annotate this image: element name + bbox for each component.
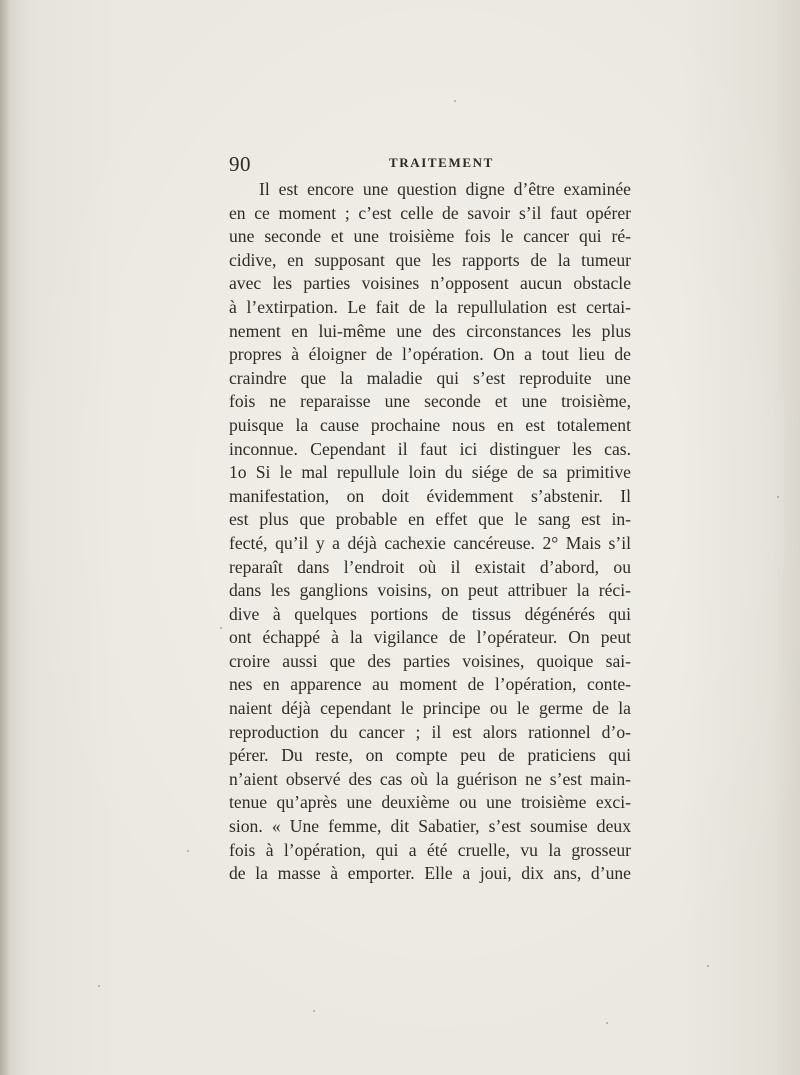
text-line: est plus que probable en effet que le sang est in- bbox=[229, 509, 631, 530]
text-line: manifestation, on doit évidemment s’abstenir. Il bbox=[229, 485, 631, 506]
text-line: puisque la cause prochaine nous en est totalement bbox=[229, 414, 631, 435]
paper-speck bbox=[313, 1010, 315, 1012]
text-line: de la masse à emporter. Elle a joui, dix ans, d’une bbox=[229, 863, 631, 884]
paper-speck bbox=[707, 965, 709, 967]
text-line: sion. « Une femme, dit Sabatier, s’est soumise deux bbox=[229, 816, 631, 837]
paper-speck bbox=[220, 627, 222, 629]
text-line: craindre que la maladie qui s’est reproduite une bbox=[229, 367, 631, 388]
running-title: TRAITEMENT bbox=[389, 155, 494, 170]
text-line: nes en apparence au moment de l’opération, conte- bbox=[229, 674, 631, 695]
text-line: une seconde et une troisième fois le cancer qui ré- bbox=[229, 226, 631, 247]
text-line: avec les parties voisines n’opposent aucun obstacle bbox=[229, 273, 631, 294]
paper-speck bbox=[231, 330, 233, 332]
text-line: pérer. Du reste, on compte peu de praticiens qui bbox=[229, 745, 631, 766]
text-line: tenue qu’après une deuxième ou une troisième exci- bbox=[229, 792, 631, 813]
text-line: nement en lui-même une des circonstances les plus bbox=[229, 320, 631, 341]
text-line: fois ne reparaisse une seconde et une troisième, bbox=[229, 391, 631, 412]
text-line: reproduction du cancer ; il est alors rationnel d’o- bbox=[229, 721, 631, 742]
text-line: cidive, en supposant que les rapports de la tumeur bbox=[229, 249, 631, 270]
paper-speck bbox=[454, 100, 456, 102]
text-line: dive à quelques portions de tissus dégénérés qui bbox=[229, 603, 631, 624]
paper-speck bbox=[777, 496, 779, 498]
paper-speck bbox=[98, 985, 100, 987]
text-line: fecté, qu’il y a déjà cachexie cancéreuse. 2° Mais s’il bbox=[229, 532, 631, 553]
paper-speck bbox=[606, 1022, 608, 1024]
text-line: naient déjà cependant le principe ou le germe de la bbox=[229, 698, 631, 719]
text-line: dans les ganglions voisins, on peut attribuer la réci- bbox=[229, 580, 631, 601]
text-line: reparaît dans l’endroit où il existait d’abord, ou bbox=[229, 556, 631, 577]
text-line: ont échappé à la vigilance de l’opérateur. On peut bbox=[229, 627, 631, 648]
text-line: Il est encore une question digne d’être examinée bbox=[259, 179, 631, 199]
text-line: propres à éloigner de l’opération. On a tout lieu de bbox=[229, 344, 631, 365]
paper-speck bbox=[187, 850, 189, 852]
text-line: en ce moment ; c’est celle de savoir s’il faut opérer bbox=[229, 202, 631, 223]
body-text bbox=[229, 178, 631, 886]
page-header bbox=[229, 150, 629, 178]
text-line: croire aussi que des parties voisines, quoique sai- bbox=[229, 650, 631, 671]
page-number: 90 bbox=[229, 152, 251, 176]
text-line: inconnue. Cependant il faut ici distinguer les cas. bbox=[229, 438, 631, 459]
page-edge-shadow bbox=[0, 0, 10, 1075]
text-line: n’aient observé des cas où la guérison ne s’est main- bbox=[229, 768, 631, 789]
text-line: fois à l’opération, qui a été cruelle, vu la grosseur bbox=[229, 839, 631, 860]
text-line: à l’extirpation. Le fait de la repullulation est certai- bbox=[229, 296, 631, 317]
text-line: 1o Si le mal repullule loin du siége de sa primitive bbox=[229, 462, 631, 483]
